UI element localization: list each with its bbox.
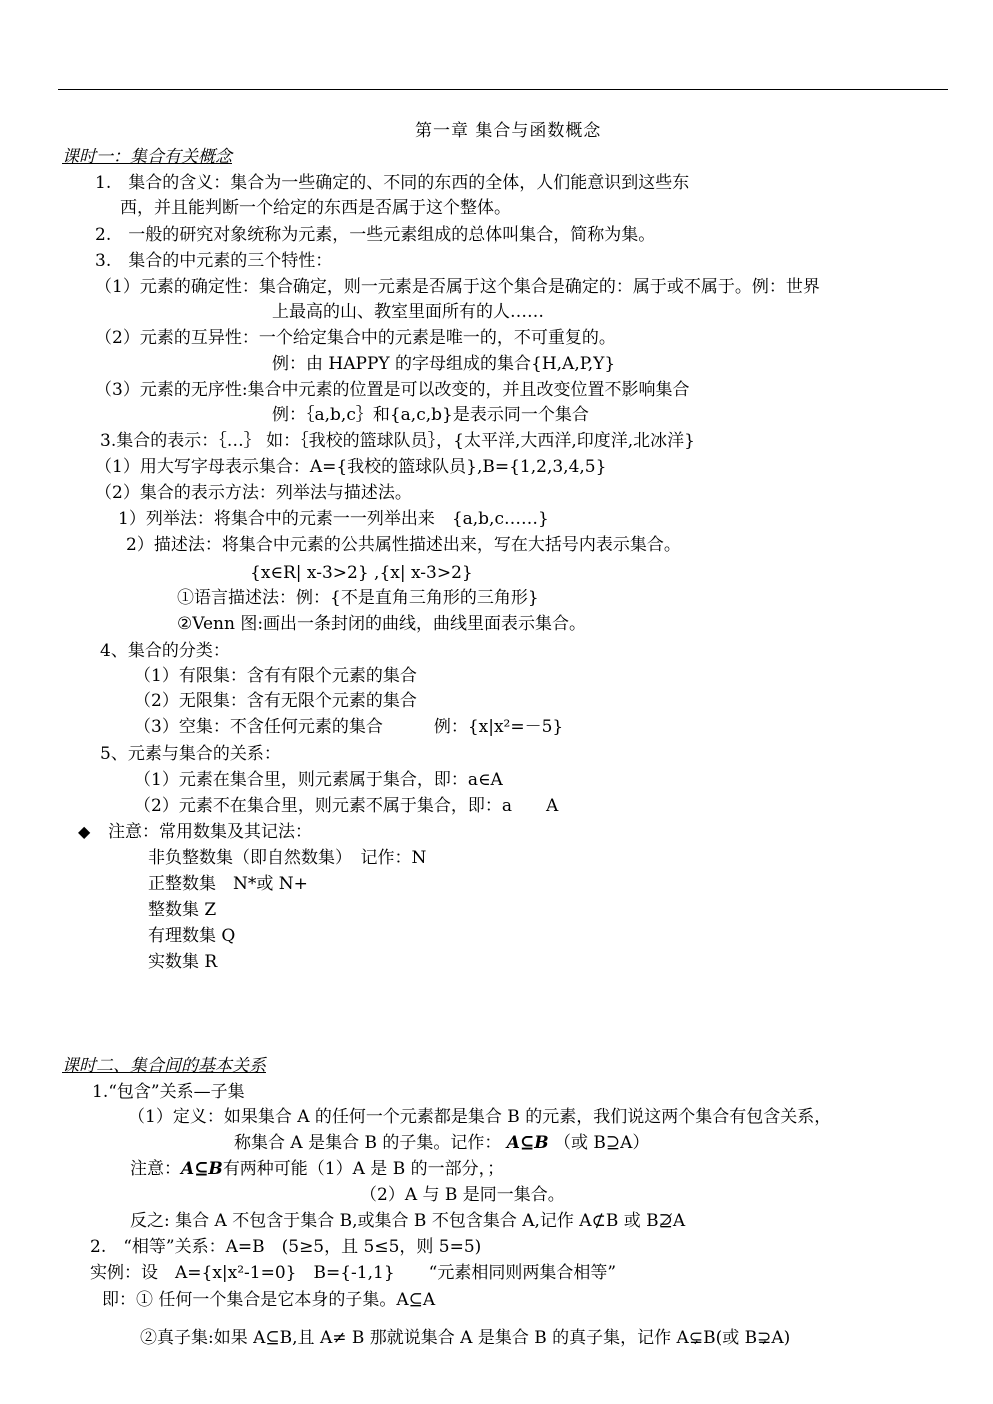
body-line: 4、集合的分类： [100, 641, 230, 661]
body-line [234, 1132, 649, 1154]
body-text: （或 B⊇A） [554, 1133, 650, 1153]
body-line: 例：由 HAPPY 的字母组成的集合{H,A,P,Y} [272, 354, 616, 374]
page-title: 第一章 集合与函数概念 [415, 121, 602, 141]
body-line: 西，并且能判断一个给定的东西是否属于这个整体。 [120, 198, 511, 218]
body-line: 3. 集合的中元素的三个特性： [95, 251, 333, 271]
body-line: （3）元素的无序性:集合中元素的位置是可以改变的，并且改变位置不影响集合 [95, 380, 690, 400]
body-line: 1.“包含”关系—子集 [92, 1082, 245, 1102]
note-line: 整数集 Z [148, 900, 217, 920]
body-line: （2）集合的表示方法：列举法与描述法。 [95, 483, 412, 503]
header-rule [58, 89, 948, 90]
note-line: 正整数集 N*或 N+ [148, 874, 308, 894]
body-line: （1）有限集：含有有限个元素的集合 [134, 666, 417, 686]
diamond-bullet-icon: ◆ [78, 822, 91, 841]
body-line: （2）元素不在集合里，则元素不属于集合，即：a A [134, 796, 559, 816]
body-line: 反之: 集合 A 不包含于集合 B,或集合 B 不包含集合 A,记作 A⊄B 或 B⊉A [130, 1211, 686, 1231]
body-line: 1）列举法：将集合中的元素一一列举出来 {a,b,c……} [118, 509, 549, 529]
subset-formula: A⊆B [506, 1133, 549, 1153]
body-line: （3）空集：不含任何元素的集合 例：{x|x²=－5} [134, 717, 564, 737]
body-line: ②Venn 图:画出一条封闭的曲线，曲线里面表示集合。 [177, 614, 587, 634]
body-line: 2）描述法：将集合中元素的公共属性描述出来，写在大括号内表示集合。 [126, 535, 681, 555]
body-line: 2. “相等”关系：A=B (5≥5，且 5≤5，则 5=5) [90, 1237, 482, 1257]
body-line: （2）A 与 B 是同一集合。 [360, 1185, 565, 1205]
body-text: 有两种可能（1）A 是 B 的一部分，； [222, 1159, 505, 1179]
body-line: 实例：设 A={x|x²-1=0} B={-1,1} “元素相同则两集合相等” [90, 1263, 617, 1283]
body-line: （2）元素的互异性：一个给定集合中的元素是唯一的，不可重复的。 [95, 328, 616, 348]
note-line: 注意：常用数集及其记法： [108, 822, 312, 842]
body-line: 例：｛a,b,c｝和{a,c,b}是表示同一个集合 [272, 405, 589, 425]
body-line: （1）定义：如果集合 A 的任何一个元素都是集合 B 的元素，我们说这两个集合有包含关系， [128, 1107, 832, 1127]
body-text: 注意： [130, 1159, 181, 1179]
body-line: ①语言描述法：例：{不是直角三角形的三角形} [177, 588, 539, 608]
subset-formula: A⊆B [181, 1159, 223, 1179]
body-line: 上最高的山、教室里面所有的人…… [272, 302, 544, 322]
body-line: 5、元素与集合的关系： [100, 744, 281, 764]
body-line: {x∈R| x-3>2} ,{x| x-3>2} [250, 563, 473, 583]
body-line: （1）元素的确定性：集合确定，则一元素是否属于这个集合是确定的：属于或不属于。例：世界 [95, 277, 820, 297]
lesson2-heading: 课时二、集合间的基本关系 [62, 1056, 266, 1076]
body-line: （2）无限集：含有无限个元素的集合 [134, 691, 417, 711]
body-line [130, 1158, 504, 1180]
body-line: （1）用大写字母表示集合：A={我校的篮球队员},B={1,2,3,4,5} [95, 457, 607, 477]
body-text: 称集合 A 是集合 B 的子集。记作： [234, 1133, 502, 1153]
body-line: 2. 一般的研究对象统称为元素，一些元素组成的总体叫集合，简称为集。 [95, 225, 656, 245]
body-line: ②真子集:如果 A⊆B,且 A≠ B 那就说集合 A 是集合 B 的真子集，记作 A⊊B(或 B⊋A) [140, 1328, 791, 1348]
body-line: 即：① 任何一个集合是它本身的子集。A⊆A [102, 1290, 436, 1310]
lesson1-heading: 课时一：集合有关概念 [62, 147, 232, 167]
note-line: 有理数集 Q [148, 926, 236, 946]
note-line: 实数集 R [148, 952, 218, 972]
body-line: 1. 集合的含义：集合为一些确定的、不同的东西的全体，人们能意识到这些东 [95, 173, 690, 193]
body-line: （1）元素在集合里，则元素属于集合，即：a∈A [134, 770, 503, 790]
body-line: 3.集合的表示：｛…｝ 如：｛我校的篮球队员｝，{太平洋,大西洋,印度洋,北冰洋} [100, 431, 695, 451]
note-line: 非负整数集（即自然数集） 记作：N [148, 848, 427, 868]
